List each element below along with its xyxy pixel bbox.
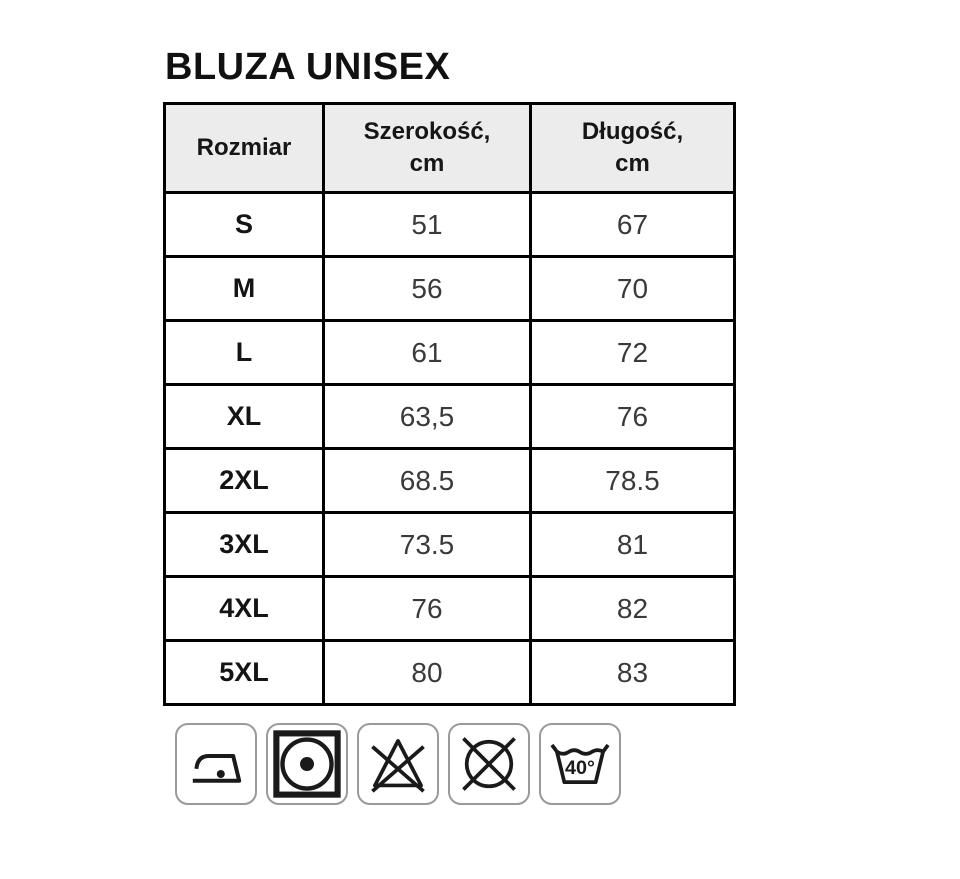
care-box — [266, 723, 348, 805]
length-value: 70 — [531, 257, 735, 321]
table-row — [165, 193, 735, 257]
header-length: Długość, cm — [531, 104, 735, 193]
table-row — [165, 449, 735, 513]
length-value: 81 — [531, 513, 735, 577]
wash-40-icon — [547, 731, 613, 797]
table-row — [165, 577, 735, 641]
do-not-dry-clean-icon — [456, 731, 522, 797]
tumble-dry-one-dot-icon — [272, 729, 342, 799]
size-table — [163, 102, 736, 706]
care-box — [175, 723, 257, 805]
table-row — [165, 513, 735, 577]
length-value: 76 — [531, 385, 735, 449]
header-width: Szerokość, cm — [324, 104, 531, 193]
care-box — [357, 723, 439, 805]
size-label: M — [165, 257, 324, 321]
do-not-bleach-icon — [365, 731, 431, 797]
header-size: Rozmiar — [165, 104, 324, 193]
care-box — [539, 723, 621, 805]
table-row — [165, 257, 735, 321]
page-title: BLUZA UNISEX — [165, 46, 451, 88]
size-chart-section — [163, 44, 763, 805]
wash-temp-label: 40° — [565, 756, 595, 779]
width-value: 68.5 — [324, 449, 531, 513]
size-label: 3XL — [165, 513, 324, 577]
size-label: XL — [165, 385, 324, 449]
width-value: 63,5 — [324, 385, 531, 449]
table-row — [165, 321, 735, 385]
length-value: 83 — [531, 641, 735, 705]
width-value: 51 — [324, 193, 531, 257]
width-value: 61 — [324, 321, 531, 385]
size-label: 5XL — [165, 641, 324, 705]
table-row — [165, 385, 735, 449]
length-value: 82 — [531, 577, 735, 641]
size-label: 2XL — [165, 449, 324, 513]
length-value: 67 — [531, 193, 735, 257]
care-box — [448, 723, 530, 805]
length-value: 78.5 — [531, 449, 735, 513]
size-label: S — [165, 193, 324, 257]
size-label: L — [165, 321, 324, 385]
iron-one-dot-icon — [184, 732, 248, 796]
table-header-row — [165, 104, 735, 193]
size-label: 4XL — [165, 577, 324, 641]
table-row — [165, 641, 735, 705]
width-value: 76 — [324, 577, 531, 641]
care-symbols-row — [175, 723, 763, 805]
width-value: 73.5 — [324, 513, 531, 577]
width-value: 56 — [324, 257, 531, 321]
width-value: 80 — [324, 641, 531, 705]
length-value: 72 — [531, 321, 735, 385]
